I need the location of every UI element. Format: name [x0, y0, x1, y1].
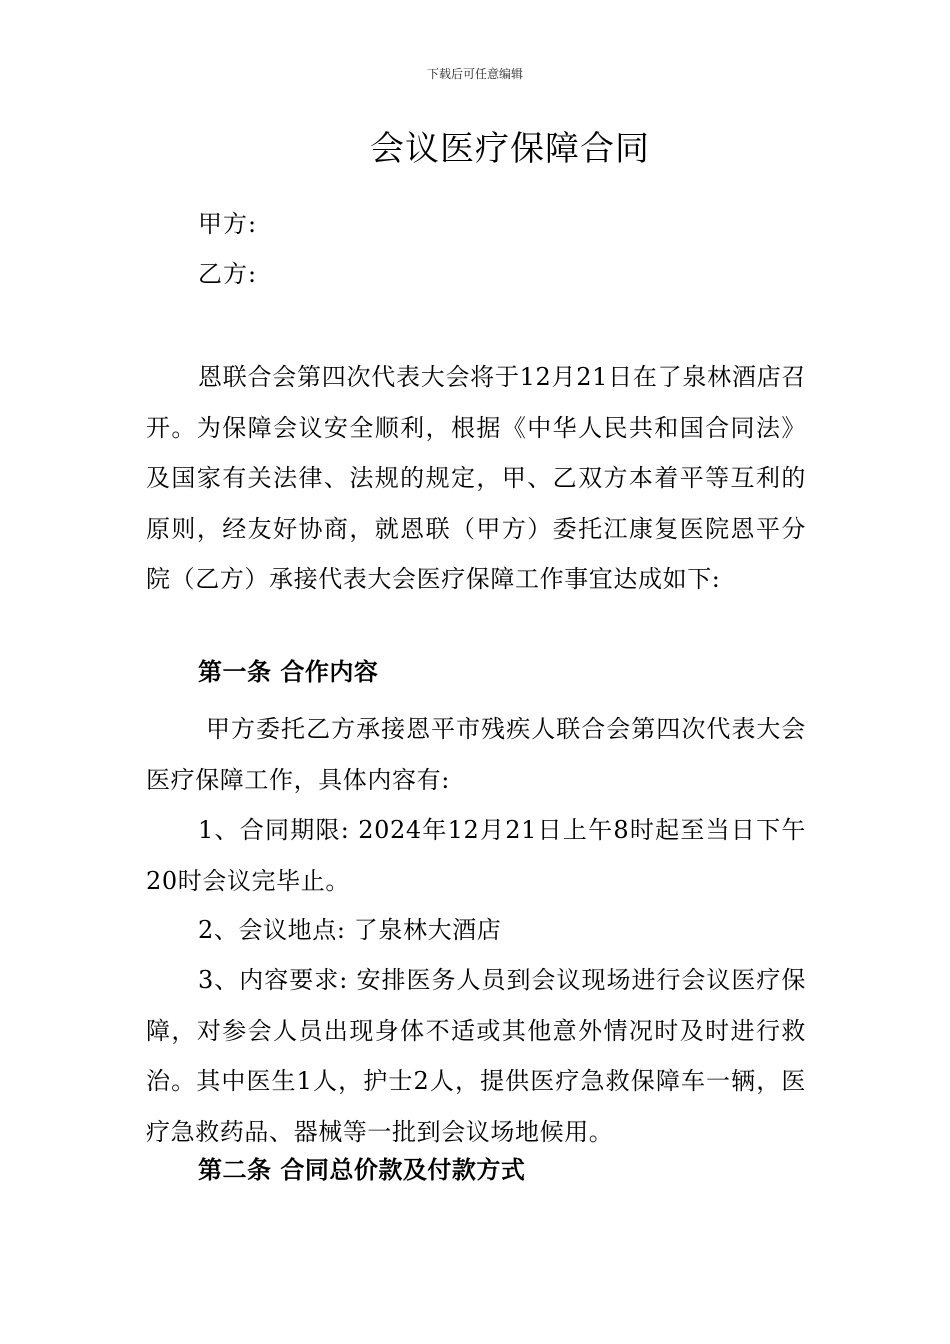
- section-1-heading: 第一条 合作内容: [198, 658, 379, 686]
- party-a-label: 甲方:: [198, 210, 258, 238]
- section-1-lead-paragraph: 甲方委托乙方承接恩平市残疾人联合会第四次代表大会医疗保障工作，具体内容有:: [146, 715, 806, 794]
- section-1-item-requirements: 3、内容要求: 安排医务人员到会议现场进行会议医疗保障，对参会人员出现身体不适或其他意外情况时及时进行救治。其中医生1人，护士2人，提供医疗急救保障车一辆，医疗急救药品、器械等一批到会议场地候用。: [146, 966, 806, 1146]
- header-note: 下载后可任意编辑: [426, 67, 523, 81]
- intro-paragraph: 恩联合会第四次代表大会将于12月21日在了泉林酒店召开。为保障会议安全顺利，根据《中华人民共和国合同法》及国家有关法律、法规的规定，甲、乙双方本着平等互利的原则，经友好协商，就恩联（甲方）委托江康复医院恩平分院（乙方）承接代表大会医疗保障工作事宜达成如下:: [146, 363, 806, 594]
- document-title: 会议医疗保障合同: [370, 129, 650, 169]
- section-1-item-term: 1、合同期限: 2024年12月21日上午8时起至当日下午20时会议完毕止。: [146, 816, 806, 895]
- section-2-heading: 第二条 合同总价款及付款方式: [198, 1156, 526, 1184]
- party-b-label: 乙方:: [198, 260, 258, 288]
- section-1-item-venue: 2、会议地点: 了泉林大酒店: [198, 916, 502, 944]
